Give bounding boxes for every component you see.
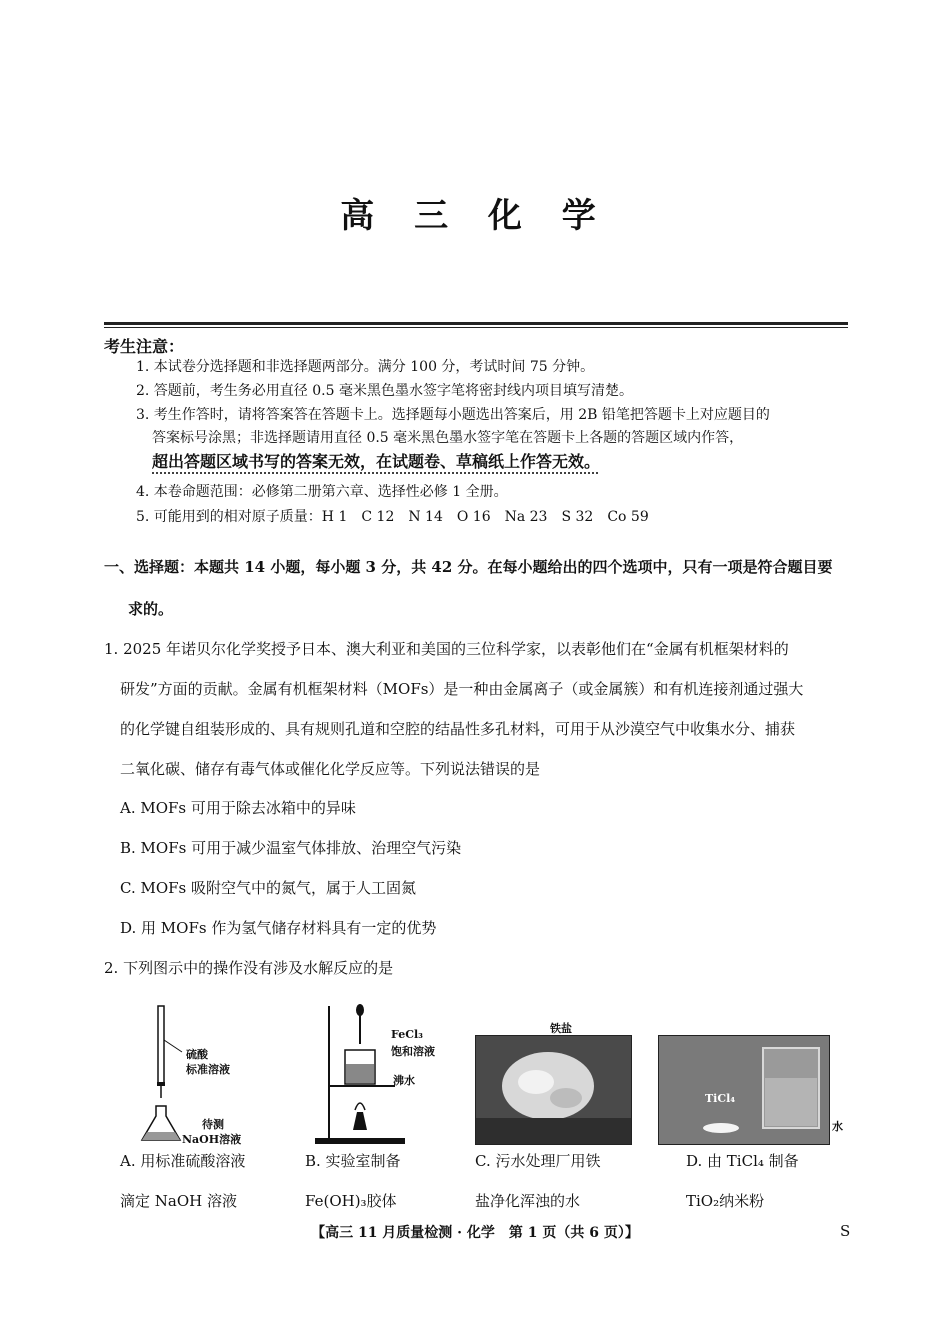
fig-c-label: 铁盐 — [550, 1022, 572, 1035]
fig-a-label-2: 标准溶液 — [186, 1063, 230, 1076]
notice-item-2: 2. 答题前，考生务必用直径 0.5 毫米黑色墨水签字笔将密封线内项目填写清楚。 — [136, 383, 633, 399]
header-rule — [104, 322, 848, 325]
fig-b-caption-2: Fe(OH)₃胶体 — [305, 1192, 397, 1210]
fig-a-label-4: NaOH溶液 — [182, 1133, 242, 1146]
fig-a-label-3: 待测 — [202, 1118, 224, 1131]
q1-stem-line-3: 的化学键自组装形成的、具有规则孔道和空腔的结晶性多孔材料，可用于从沙漠空气中收集水分、捕获 — [120, 720, 796, 738]
q1-stem-line-4: 二氧化碳、储存有毒气体或催化化学反应等。下列说法错误的是 — [120, 760, 541, 778]
notice-item-3-emphasis: 超出答题区域书写的答案无效，在试题卷、草稿纸上作答无效。 — [152, 452, 601, 471]
fig-b-label-1: FeCl₃ — [391, 1028, 423, 1041]
q1-option-b: B. MOFs 可用于减少温室气体排放、治理空气污染 — [120, 839, 462, 857]
fig-d-caption-2: TiO₂纳米粉 — [686, 1192, 765, 1210]
q2-stem: 2. 下列图示中的操作没有涉及水解反应的是 — [104, 959, 394, 977]
header-rule-thin — [104, 327, 848, 328]
section-1-heading: 一、选择题：本题共 14 小题，每小题 3 分，共 42 分。在每小题给出的四个选项中，只有一项是符合题目要 — [104, 558, 833, 576]
notice-item-1: 1. 本试卷分选择题和非选择题两部分。满分 100 分，考试时间 75 分钟。 — [136, 359, 595, 375]
notice-heading: 考生注意： — [104, 337, 185, 356]
section-1-heading-cont: 求的。 — [128, 600, 174, 618]
fig-d-caption-1: D. 由 TiCl₄ 制备 — [686, 1152, 799, 1170]
q1-stem-line-1: 1. 2025 年诺贝尔化学奖授予日本、澳大利亚和美国的三位科学家，以表彰他们在“金属有机框架材料的 — [104, 640, 789, 658]
ticl4-photo — [658, 1035, 830, 1145]
q1-option-c: C. MOFs 吸附空气中的氮气，属于人工固氮 — [120, 879, 417, 897]
iron-salt-photo — [475, 1035, 632, 1145]
fig-b-label-3: 沸水 — [393, 1074, 415, 1087]
fig-a-caption-2: 滴定 NaOH 溶液 — [120, 1192, 237, 1210]
fig-c-caption-2: 盐净化浑浊的水 — [475, 1192, 581, 1210]
page-footer: 【高三 11 月质量检测 · 化学 第 1 页（共 6 页）】 — [311, 1225, 639, 1241]
notice-item-4: 4. 本卷命题范围：必修第二册第六章、选择性必修 1 全册。 — [136, 484, 508, 500]
fig-d-label-1: TiCl₄ — [705, 1092, 736, 1105]
fig-d-label-2: 水 — [832, 1120, 843, 1133]
figure-b — [305, 1000, 455, 1150]
notice-item-3: 3. 考生作答时，请将答案答在答题卡上。选择题每小题选出答案后，用 2B 铅笔把答题卡上对应题目的 — [136, 407, 770, 423]
fig-a-label-1: 硫酸 — [186, 1048, 208, 1061]
q1-option-a: A. MOFs 可用于除去冰箱中的异味 — [120, 799, 356, 817]
colloid-apparatus-diagram — [305, 1000, 455, 1150]
fig-b-label-2: 饱和溶液 — [391, 1045, 435, 1058]
fig-b-caption-1: B. 实验室制备 — [305, 1152, 401, 1170]
q1-stem-line-2: 研发”方面的贡献。金属有机框架材料（MOFs）是一种由金属离子（或金属簇）和有机连接剂通过强大 — [120, 680, 804, 698]
footer-mark: S — [840, 1222, 851, 1240]
page-title: 高 三 化 学 — [340, 196, 610, 236]
q1-option-d: D. 用 MOFs 作为氢气储存材料具有一定的优势 — [120, 919, 437, 937]
notice-item-5: 5. 可能用到的相对原子质量：H 1 C 12 N 14 O 16 Na 23 S 32 Co 59 — [136, 509, 649, 525]
fig-a-caption-1: A. 用标准硫酸溶液 — [120, 1152, 246, 1170]
fig-c-caption-1: C. 污水处理厂用铁 — [475, 1152, 601, 1170]
notice-item-3-cont: 答案标号涂黑；非选择题请用直径 0.5 毫米黑色墨水签字笔在答题卡上各题的答题区域内作答， — [152, 430, 744, 446]
figure-a — [120, 1000, 280, 1150]
